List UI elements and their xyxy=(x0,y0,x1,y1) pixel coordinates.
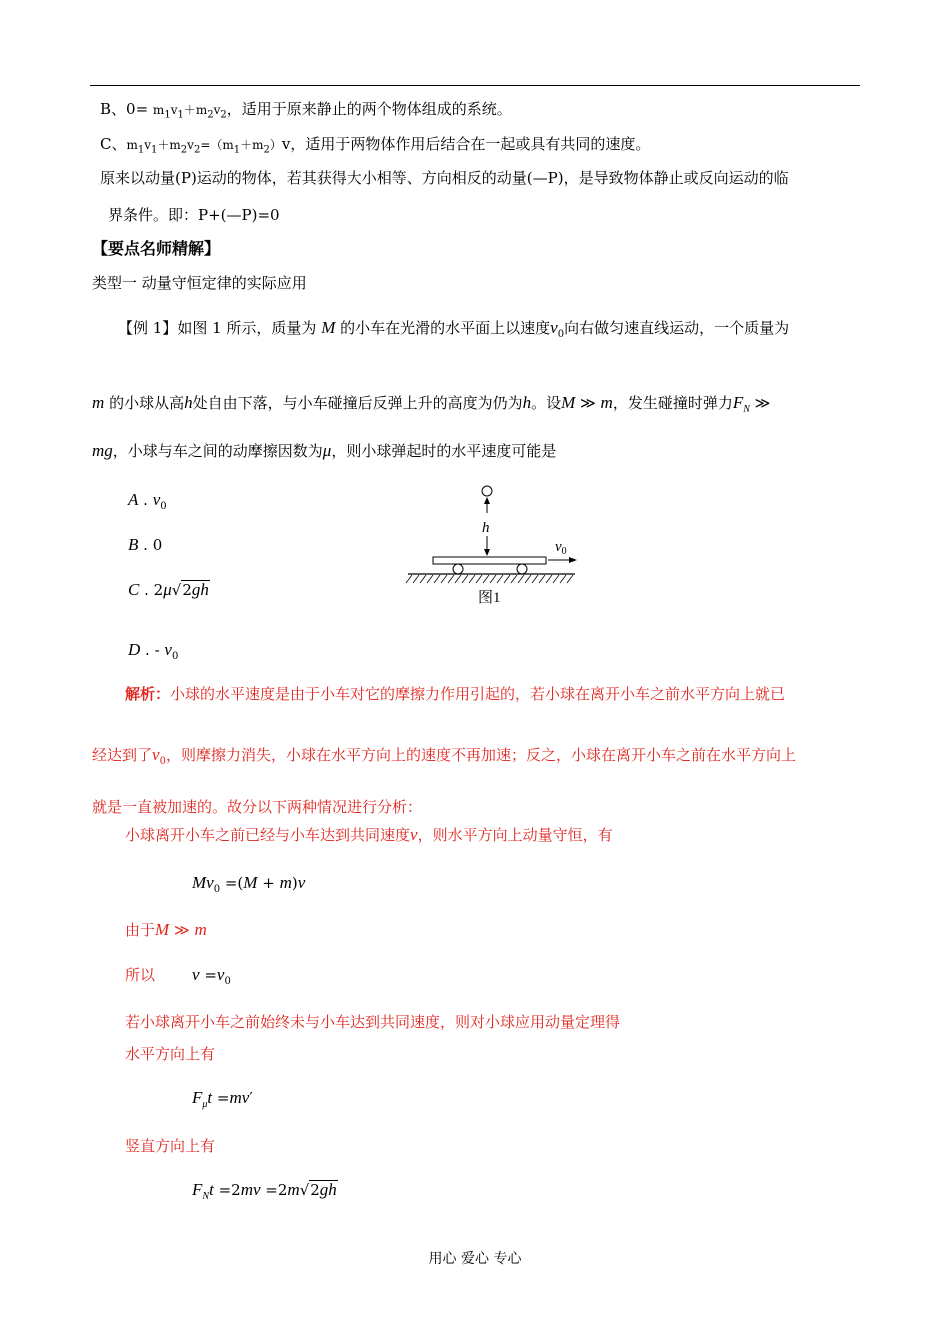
hatch-stroke xyxy=(455,575,461,583)
hatch-stroke xyxy=(413,575,419,583)
example-line-3: mg，小球与车之间的动摩擦因数为μ，则小球弹起时的水平速度可能是 xyxy=(92,441,557,460)
hatch-stroke xyxy=(427,575,433,583)
equation-3: $F_\mu t =mv'$ xyxy=(192,1088,253,1110)
hatch-stroke xyxy=(490,575,496,583)
option-c: C . 2μ√2gh xyxy=(128,580,209,599)
hatch-stroke xyxy=(532,575,538,583)
hatch-stroke xyxy=(518,575,524,583)
hatch-stroke xyxy=(539,575,545,583)
horizontal-heading: 水平方向上有 xyxy=(125,1045,216,1063)
hatch-stroke xyxy=(420,575,426,583)
right-arrow-icon xyxy=(569,557,577,563)
hatch-stroke xyxy=(553,575,559,583)
example-line-1: 【例 1】如图 1 所示，质量为 M 的小车在光滑的水平面上以速度$v_0$向右做匀速直线运动，一个质量为 xyxy=(118,318,790,340)
hatch-stroke xyxy=(441,575,447,583)
footer: 用心 爱心 专心 xyxy=(428,1251,522,1267)
line-b: B、$0= m_1v_1+m_2v_2$，适用于原来静止的两个物体组成的系统。 xyxy=(100,100,512,121)
equation-2: $v =v_0$ xyxy=(192,965,231,987)
case-1: 小球离开小车之前已经与小车达到共同速度v，则水平方向上动量守恒，有 xyxy=(125,825,613,844)
para-line-1: 原来以动量(P)运动的物体，若其获得大小相等、方向相反的动量(—P)，是导致物体静止或反向运动的临 xyxy=(100,169,789,187)
up-arrow-icon xyxy=(484,497,490,504)
option-b: B . 0 xyxy=(128,535,163,554)
analysis-line-2: 经达到了$v_0$，则摩擦力消失，小球在水平方向上的速度不再加速；反之，小球在离开小车之前在水平方向上 xyxy=(92,745,796,767)
vertical-heading: 竖直方向上有 xyxy=(125,1137,216,1155)
section-title: 【要点名师精解】 xyxy=(92,239,221,258)
hatch-stroke xyxy=(483,575,489,583)
hatch-stroke xyxy=(434,575,440,583)
h-label: h xyxy=(482,520,490,536)
hatch-stroke xyxy=(497,575,503,583)
figure-caption: 图1 xyxy=(478,590,501,606)
case-2: 若小球离开小车之前始终未与小车达到共同速度，则对小球应用动量定理得 xyxy=(125,1013,621,1031)
option-a: A . $v_0$ xyxy=(128,490,167,512)
down-arrow-icon xyxy=(484,549,490,556)
hatch-stroke xyxy=(567,575,573,583)
figure-1 xyxy=(400,480,600,612)
header-rule xyxy=(90,85,860,86)
ball xyxy=(482,486,492,496)
hatch-stroke xyxy=(504,575,510,583)
option-d: D . - $v_0$ xyxy=(128,640,179,662)
wheel-left xyxy=(453,564,463,574)
ground-hatch xyxy=(406,575,573,583)
hatch-stroke xyxy=(560,575,566,583)
wheel-right xyxy=(517,564,527,574)
equation-1: $Mv_0 =(M + m)v$ xyxy=(192,873,306,895)
hatch-stroke xyxy=(546,575,552,583)
analysis-line-1: 解析：小球的水平速度是由于小车对它的摩擦力作用引起的，若小球在离开小车之前水平方向上就已 xyxy=(125,685,786,703)
equation-4: $F_Nt =2mv =2m√2gh$ xyxy=(192,1180,337,1202)
analysis-line-3: 就是一直被加速的。故分以下两种情况进行分析： xyxy=(92,798,423,816)
type-heading: 类型一 动量守恒定律的实际应用 xyxy=(92,274,307,292)
hatch-stroke xyxy=(462,575,468,583)
v0-label: $v_0$ xyxy=(555,539,567,557)
example-line-2: m 的小球从高h处自由下落，与小车碰撞后反弹上升的高度为仍为h。设M ≫ m，发生碰撞时弹力$F_N$ ≫ xyxy=(92,393,771,415)
line-c: C、$m_1v_1+m_2v_2=(m_1+m_2)v$，适用于两物体作用后结合在一起或具有共同的速度。 xyxy=(100,135,651,156)
hatch-stroke xyxy=(476,575,482,583)
hatch-stroke xyxy=(406,575,412,583)
since-line: 由于M ≫ m xyxy=(125,920,207,939)
hatch-stroke xyxy=(511,575,517,583)
cart-body xyxy=(433,557,546,564)
hatch-stroke xyxy=(525,575,531,583)
hatch-stroke xyxy=(448,575,454,583)
para-line-2: 界条件。即：P+(—P)=0 xyxy=(108,206,280,224)
hatch-stroke xyxy=(469,575,475,583)
so-line: 所以 xyxy=(125,966,156,984)
